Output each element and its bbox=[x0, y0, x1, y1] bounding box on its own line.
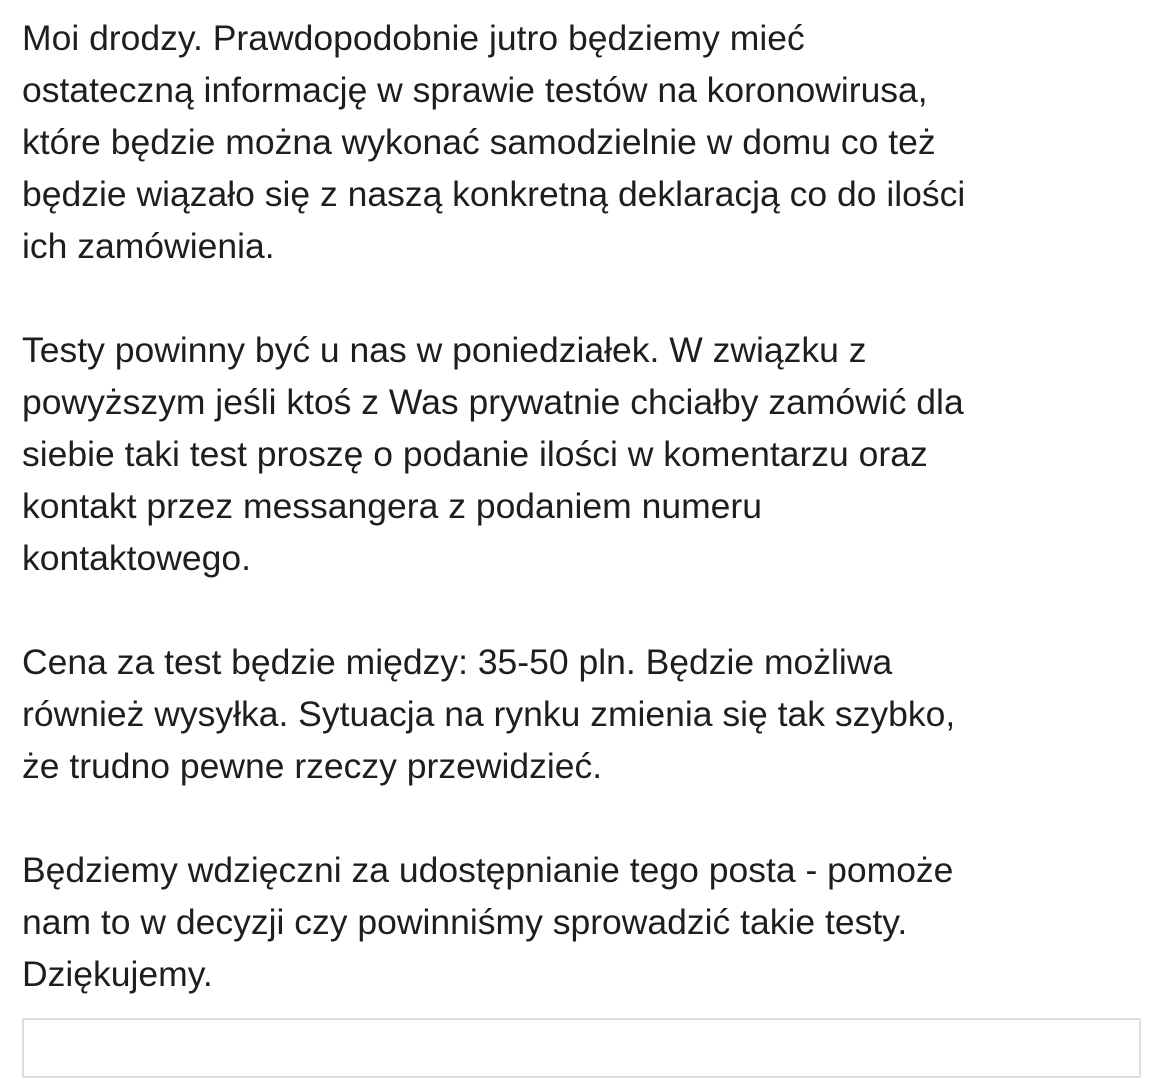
shared-content-card[interactable] bbox=[22, 1018, 1141, 1078]
post-line: również wysyłka. Sytuacja na rynku zmienia się tak szybko, bbox=[22, 694, 956, 734]
post-paragraph bbox=[22, 636, 1142, 792]
post-line: Cena za test będzie między: 35-50 pln. Będzie możliwa bbox=[22, 642, 893, 682]
post-line: powyższym jeśli ktoś z Was prywatnie chciałby zamówić dla bbox=[22, 382, 964, 422]
post-paragraph bbox=[22, 12, 1142, 272]
post-line: Moi drodzy. Prawdopodobnie jutro będziemy mieć bbox=[22, 18, 805, 58]
post-paragraph bbox=[22, 324, 1142, 584]
post-line: kontaktowego. bbox=[22, 538, 251, 578]
post-line: Dziękujemy. bbox=[22, 954, 213, 994]
post-line: kontakt przez messangera z podaniem numeru bbox=[22, 486, 762, 526]
post-line: nam to w decyzji czy powinniśmy sprowadzić takie testy. bbox=[22, 902, 908, 942]
post-line: będzie wiązało się z naszą konkretną deklaracją co do ilości bbox=[22, 174, 966, 214]
post-line: które będzie można wykonać samodzielnie w domu co też bbox=[22, 122, 936, 162]
post-paragraph bbox=[22, 844, 1142, 1000]
post-line: że trudno pewne rzeczy przewidzieć. bbox=[22, 746, 603, 786]
post-line: siebie taki test proszę o podanie ilości w komentarzu oraz bbox=[22, 434, 928, 474]
post-text bbox=[22, 12, 1142, 1052]
post-line: Testy powinny być u nas w poniedziałek. W związku z bbox=[22, 330, 867, 370]
post-line: Będziemy wdzięczni za udostępnianie tego posta - pomoże bbox=[22, 850, 954, 890]
post-line: ich zamówienia. bbox=[22, 226, 275, 266]
post-line: ostateczną informację w sprawie testów na koronowirusa, bbox=[22, 70, 928, 110]
